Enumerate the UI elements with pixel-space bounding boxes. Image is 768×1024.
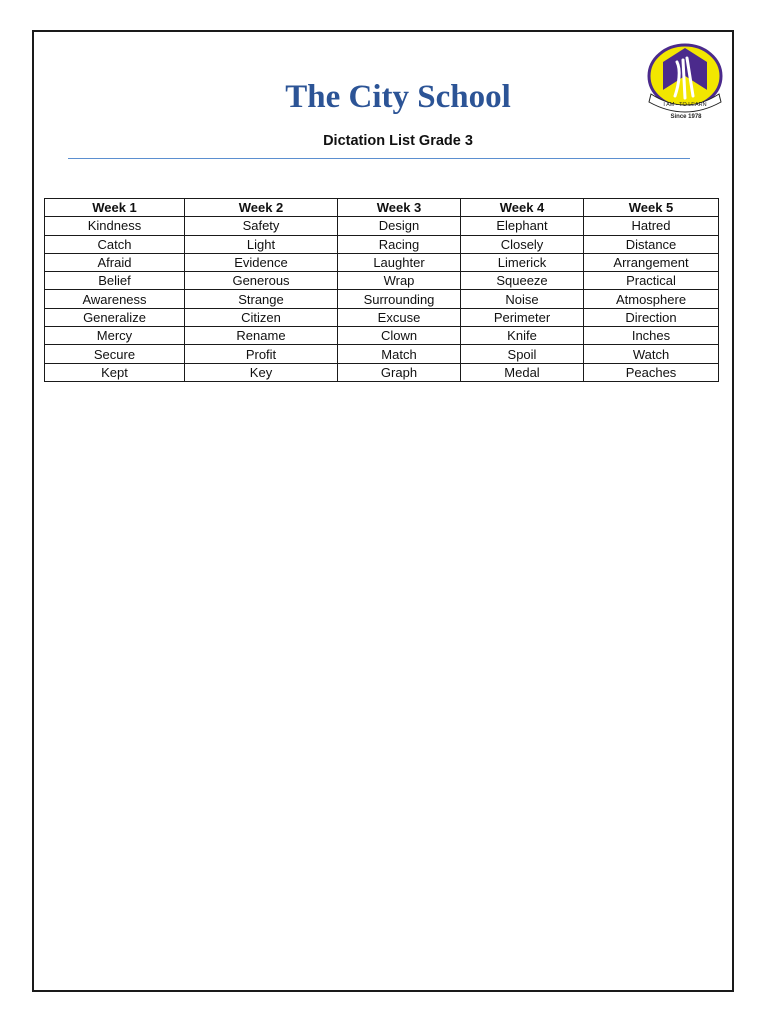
table-cell: Perimeter [461,308,584,326]
table-cell: Safety [185,217,338,235]
school-title: The City School [285,79,511,115]
table-cell: Citizen [185,308,338,326]
table-row [45,235,719,253]
table-cell: Peaches [584,363,719,381]
table-cell: Design [338,217,461,235]
table-cell: Laughter [338,253,461,271]
column-header: Week 5 [584,199,719,217]
table-cell: Direction [584,308,719,326]
table-cell: Atmosphere [584,290,719,308]
page-border [32,30,734,992]
table-cell: Spoil [461,345,584,363]
table-cell: Generous [185,272,338,290]
table-row [45,308,719,326]
logo-motto: I AM - TO LEARN [663,102,707,108]
school-crest-icon [643,40,727,114]
table-cell: Clown [338,327,461,345]
table-cell: Watch [584,345,719,363]
table-cell: Match [338,345,461,363]
table-cell: Inches [584,327,719,345]
table-row [45,345,719,363]
table-cell: Catch [45,235,185,253]
table-cell: Knife [461,327,584,345]
table-cell: Profit [185,345,338,363]
table-cell: Generalize [45,308,185,326]
table-cell: Medal [461,363,584,381]
table-cell: Rename [185,327,338,345]
table-cell: Kept [45,363,185,381]
table-cell: Distance [584,235,719,253]
table-cell: Afraid [45,253,185,271]
title-divider [68,158,690,159]
column-header: Week 1 [45,199,185,217]
logo-since-text: Since 1978 [670,114,702,120]
table-cell: Arrangement [584,253,719,271]
table-cell: Excuse [338,308,461,326]
table-cell: Strange [185,290,338,308]
table-row [45,363,719,381]
column-header: Week 2 [185,199,338,217]
table-row [45,253,719,271]
table-cell: Mercy [45,327,185,345]
document-subtitle: Dictation List Grade 3 [323,133,473,149]
school-logo [643,40,727,126]
table-cell: Secure [45,345,185,363]
dictation-table [44,198,719,382]
table-row [45,217,719,235]
table-cell: Light [185,235,338,253]
table-cell: Practical [584,272,719,290]
table-cell: Awareness [45,290,185,308]
table-cell: Squeeze [461,272,584,290]
table-cell: Closely [461,235,584,253]
table-row [45,272,719,290]
table-cell: Hatred [584,217,719,235]
table-cell: Graph [338,363,461,381]
table-cell: Racing [338,235,461,253]
table-cell: Limerick [461,253,584,271]
table-cell: Evidence [185,253,338,271]
column-header: Week 3 [338,199,461,217]
table-row [45,290,719,308]
table-row [45,327,719,345]
table-cell: Belief [45,272,185,290]
column-header: Week 4 [461,199,584,217]
table-cell: Noise [461,290,584,308]
table-cell: Surrounding [338,290,461,308]
table-cell: Kindness [45,217,185,235]
table-cell: Key [185,363,338,381]
table-cell: Elephant [461,217,584,235]
table-header-row [45,199,719,217]
table-cell: Wrap [338,272,461,290]
